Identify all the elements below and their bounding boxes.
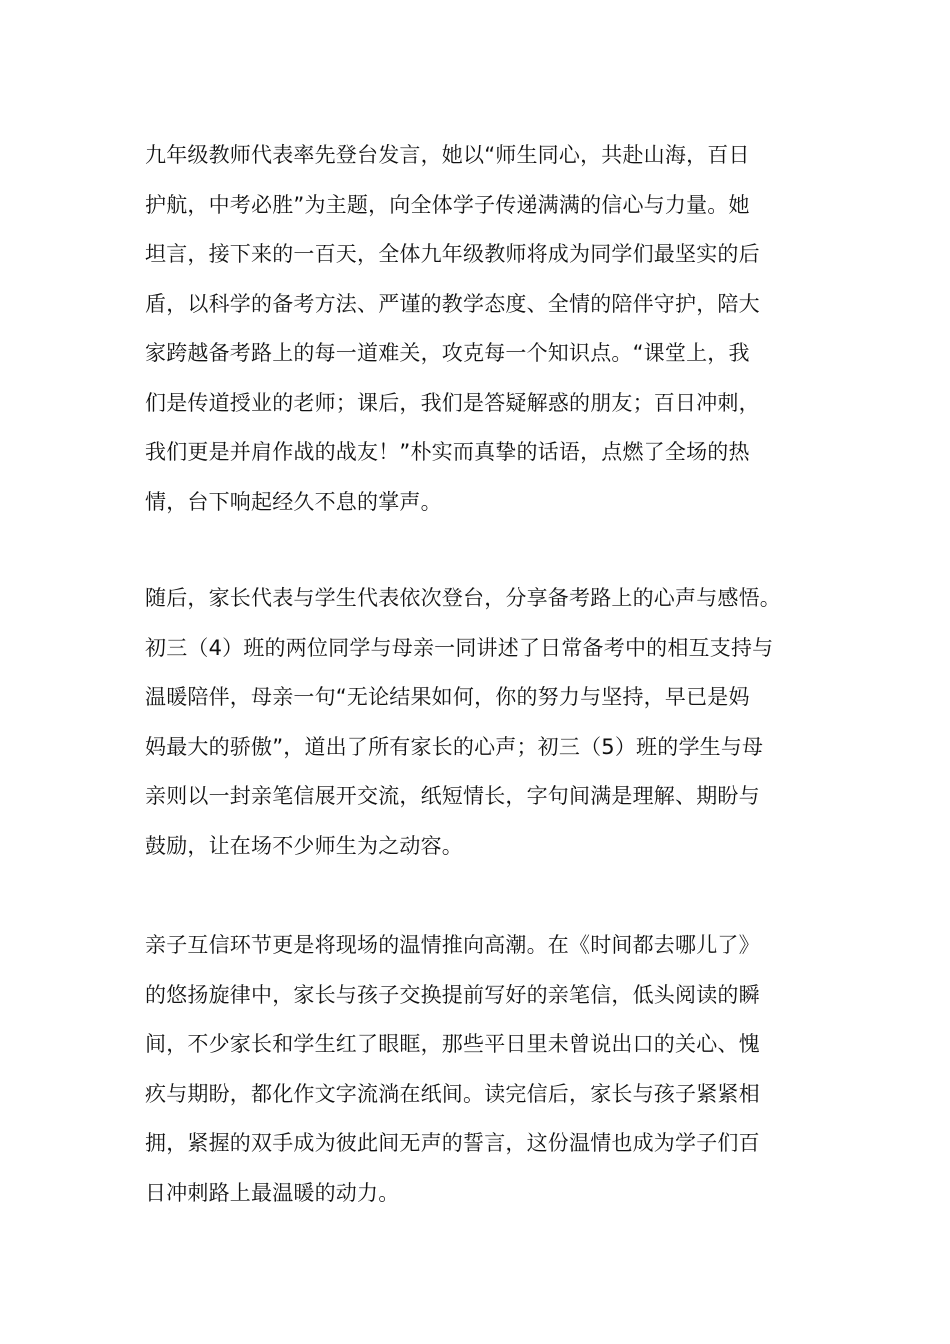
text-line: 们是传道授业的老师；课后，我们是答疑解惑的朋友；百日冲刺， [145,390,760,415]
paragraph-letter-exchange [145,921,815,1218]
text-line: 初三（4）班的两位同学与母亲一同讲述了日常备考中的相互支持与 [145,635,774,660]
text-line: 拥，紧握的双手成为彼此间无声的誓言，这份温情也成为学子们百 [145,1131,760,1155]
text-line: 我们更是并肩作战的战友！”朴实而真挚的话语，点燃了全场的热 [145,440,750,464]
text-line: 温暖陪伴，母亲一句“无论结果如何，你的努力与坚持，早已是妈 [145,685,750,709]
text-line: 亲子互信环节更是将现场的温情推向高潮。在《时间都去哪儿了》 [145,933,760,957]
paragraph-parent-student-sharing [145,574,815,871]
text-line: 的悠扬旋律中，家长与孩子交换提前写好的亲笔信，低头阅读的瞬 [145,982,760,1007]
text-line: 九年级教师代表率先登台发言，她以“师生同心，共赴山海，百日 [145,143,750,167]
text-line: 日冲刺路上最温暖的动力。 [145,1180,400,1205]
text-line: 盾，以科学的备考方法、严谨的教学态度、全情的陪伴守护，陪大 [145,291,760,316]
paragraph-teacher-speech [145,131,815,527]
text-line: 情，台下响起经久不息的掌声。 [145,489,442,514]
text-line: 坦言，接下来的一百天，全体九年级教师将成为同学们最坚实的后 [145,242,760,266]
text-line: 随后，家长代表与学生代表依次登台，分享备考路上的心声与感悟。 [145,586,781,610]
text-line: 家跨越备考路上的每一道难关，攻克每一个知识点。“课堂上，我 [145,341,750,365]
text-line: 鼓励，让在场不少师生为之动容。 [145,833,463,858]
text-line: 疚与期盼，都化作文字流淌在纸间。读完信后，家长与孩子紧紧相 [145,1081,760,1106]
text-line: 间，不少家长和学生红了眼眶，那些平日里未曾说出口的关心、愧 [145,1032,760,1056]
text-line: 护航，中考必胜”为主题，向全体学子传递满满的信心与力量。她 [145,192,750,217]
text-line: 妈最大的骄傲”，道出了所有家长的心声；初三（5）班的学生与母 [145,734,764,759]
text-line: 亲则以一封亲笔信展开交流，纸短情长，字句间满是理解、期盼与 [145,784,760,808]
